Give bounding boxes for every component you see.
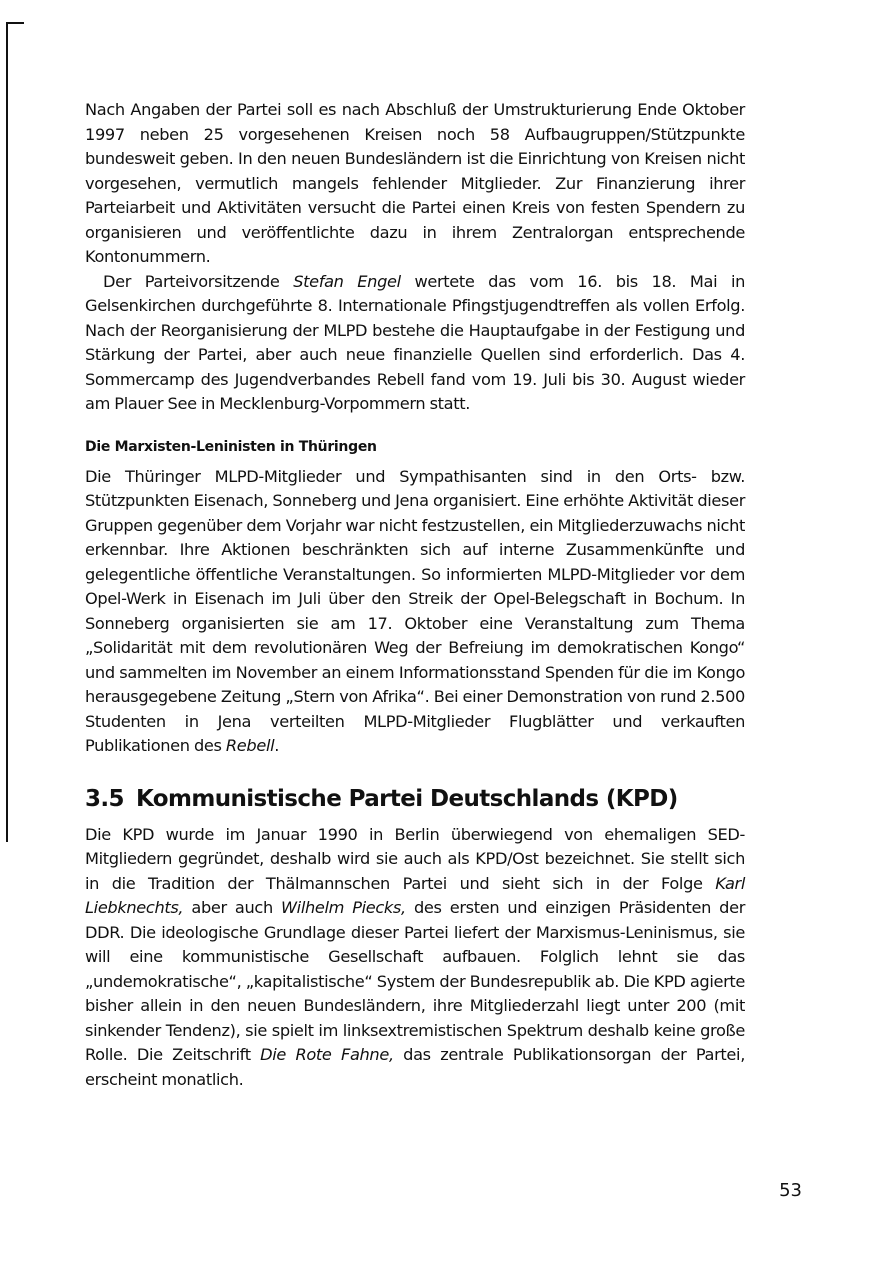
- text-run: Die KPD wurde im Januar 1990 in Berlin überwiegend von ehemaligen SED-Mitgliedern gegründet, deshalb wird sie auch als KPD/Ost bezeichnet. Sie stellt sich in die Tradition der Thälmannschen Partei und sieht sich in der Folge: [85, 824, 745, 893]
- paragraph-kpd: [85, 823, 745, 1093]
- text-run: des ersten und einzigen Präsidenten der DDR. Die ideologische Grundlage dieser Partei liefert der Marxismus-Leninismus, sie will eine kommunistische Gesellschaft aufbauen. Folglich lehnt sie das „undemokratische“, „kapitalistische“ System der Bundesrepublik ab. Die KPD agierte bisher allein in den neuen Bundesländern, ihre Mitgliederzahl liegt unter 200 (mit sinkender Tendenz), sie spielt im linksextremistischen Spektrum deshalb keine große Rolle. Die Zeitschrift: [85, 898, 746, 1064]
- person-name-engel: Stefan Engel: [293, 271, 401, 291]
- section-title: Kommunistische Partei Deutschlands (KPD): [135, 785, 678, 812]
- paragraph-thueringen: [85, 465, 745, 759]
- paragraph-mlpd-engel: [85, 270, 745, 417]
- paragraph-mlpd-structure: Nach Angaben der Partei soll es nach Abschluß der Umstrukturierung Ende Oktober 1997 neben 25 vorgesehenen Kreisen noch 58 Aufbaugruppen/Stützpunkte bundesweit geben. In den neuen Bundesländern ist die Einrichtung von Kreisen nicht vorgesehen, vermutlich mangels fehlender Mitglieder. Zur Finanzierung ihrer Parteiarbeit und Aktivitäten versucht die Partei einen Kreis von festen Spendern zu organisieren und veröffentlichte dazu in ihrem Zentralorgan entsprechende Kontonummern.: [85, 100, 745, 266]
- text-run: Der Parteivorsitzende: [103, 271, 294, 291]
- section-number: 3.5: [85, 785, 124, 812]
- page-content: [85, 98, 745, 1092]
- text-run: .: [274, 736, 280, 755]
- text-run: wertete das vom 16. bis 18. Mai in Gelsenkirchen durchgeführte 8. Internationale Pfingstjugendtreffen als vollen Erfolg. Nach der Reorganisierung der MLPD bestehe die Hauptaufgabe in der Festigung und Stärkung der Partei, aber auch neue finanzielle Quellen sind erforderlich. Das 4. Sommercamp des Jugendverbandes Rebell fand vom 19. Juli bis 30. August wieder am Plauer See in Mecklenburg-Vorpommern statt.: [85, 271, 745, 413]
- crop-mark-top: [6, 22, 24, 24]
- subheading-thueringen: Die Marxisten-Leninisten in Thüringen: [85, 438, 377, 455]
- text-run: aber auch: [183, 898, 282, 917]
- crop-mark-left: [6, 22, 8, 842]
- section-heading-kpd: [85, 783, 745, 815]
- text-run: das zentrale Publikationsorgan der Partei, erscheint monatlich.: [85, 1045, 745, 1089]
- person-name-pieck: Wilhelm Piecks,: [281, 898, 406, 917]
- person-name-liebknecht: Karl Liebknechts,: [85, 873, 745, 917]
- publication-rote-fahne: Die Rote Fahne,: [260, 1045, 394, 1064]
- page-number: 53: [779, 1180, 802, 1201]
- text-run: Die Thüringer MLPD-Mitglieder und Sympathisanten sind in den Orts- bzw. Stützpunkten Eisenach, Sonneberg und Jena organisiert. Eine erhöhte Aktivität dieser Gruppen gegenüber dem Vorjahr war nicht festzustellen, ein Mitgliederzuwachs nicht erkennbar. Ihre Aktionen beschränkten sich auf interne Zusammenkünfte und gelegentliche öffentliche Veranstaltungen. So informierten MLPD-Mitglieder vor dem Opel-Werk in Eisenach im Juli über den Streik der Opel-Belegschaft in Bochum. In Sonneberg organisierten sie am 17. Oktober eine Veranstaltung zum Thema „Solidarität mit dem revolutionären Weg der Befreiung im demokratischen Kongo“ und sammelten im November an einem Informationsstand Spenden für die im Kongo herausgegebene Zeitung „Stern von Afrika“. Bei einer Demonstration von rund 2.500 Studenten in Jena verteilten MLPD-Mitglieder Flugblätter und verkauften Publikationen des: [85, 466, 745, 755]
- publication-rebell: Rebell: [225, 736, 275, 755]
